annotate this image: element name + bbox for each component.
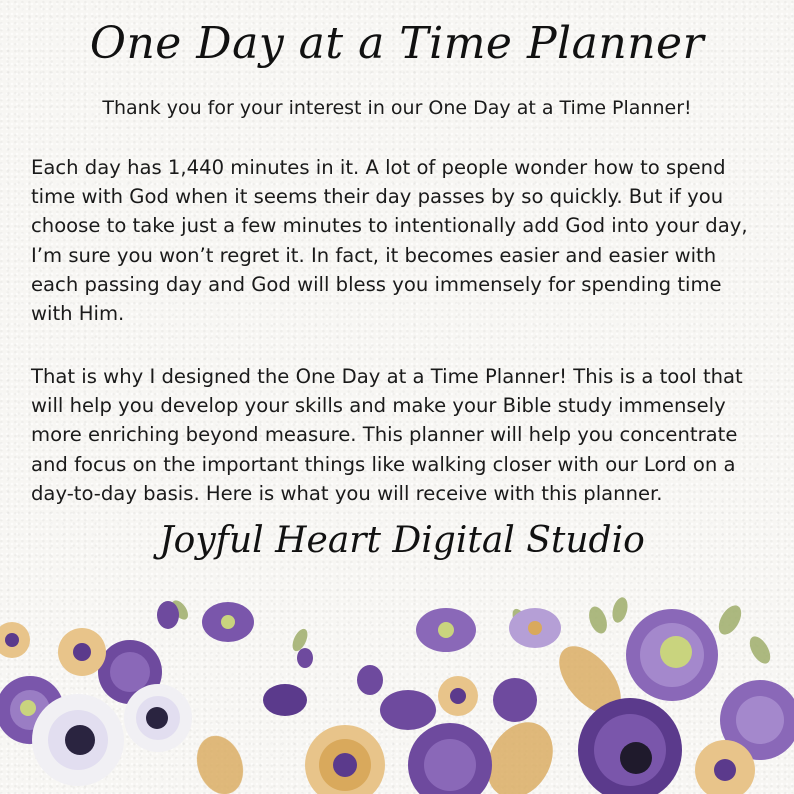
white-anemone	[124, 684, 192, 752]
gold-daisy	[0, 622, 30, 658]
white-anemone	[32, 694, 124, 786]
purple-ranunculus	[626, 609, 718, 701]
intro-paragraph: Each day has 1,440 minutes in it. A lot of people wonder how to spend time with God when it seems their day passes by so quickly. But if you choose to take just a few minutes to intentionally add God into your day, I’m sure you won’t regret it. In fact, it becomes easier and easier with each passing day and God will bless you immensely for spending time with Him.	[31, 156, 748, 326]
gold-daisy	[58, 628, 106, 676]
purple-poppy	[380, 690, 436, 730]
gold-daisy	[305, 725, 385, 794]
floral-border-illustration	[0, 580, 794, 794]
purple-poppy	[416, 608, 476, 652]
purple-poppy	[263, 684, 307, 716]
studio-signature: Joyful Heart Digital Studio	[159, 520, 645, 561]
planner-description-paragraph: That is why I designed the One Day at a Time Planner! This is a tool that will help you develop your skills and make your Bible study immensely more enriching beyond measure. This planner will help you concentrate and focus on the important things like walking closer with our Lord on a day-to-day basis. Here is what you will receive with this planner.	[31, 365, 743, 505]
purple-ranunculus	[408, 723, 492, 794]
gold-daisy	[438, 676, 478, 716]
purple-poppy	[202, 602, 254, 642]
page-title: One Day at a Time Planner	[89, 18, 705, 69]
purple-anemone	[578, 698, 682, 794]
purple-poppy	[509, 608, 561, 648]
page-subtitle: Thank you for your interest in our One Day at a Time Planner!	[102, 97, 692, 119]
